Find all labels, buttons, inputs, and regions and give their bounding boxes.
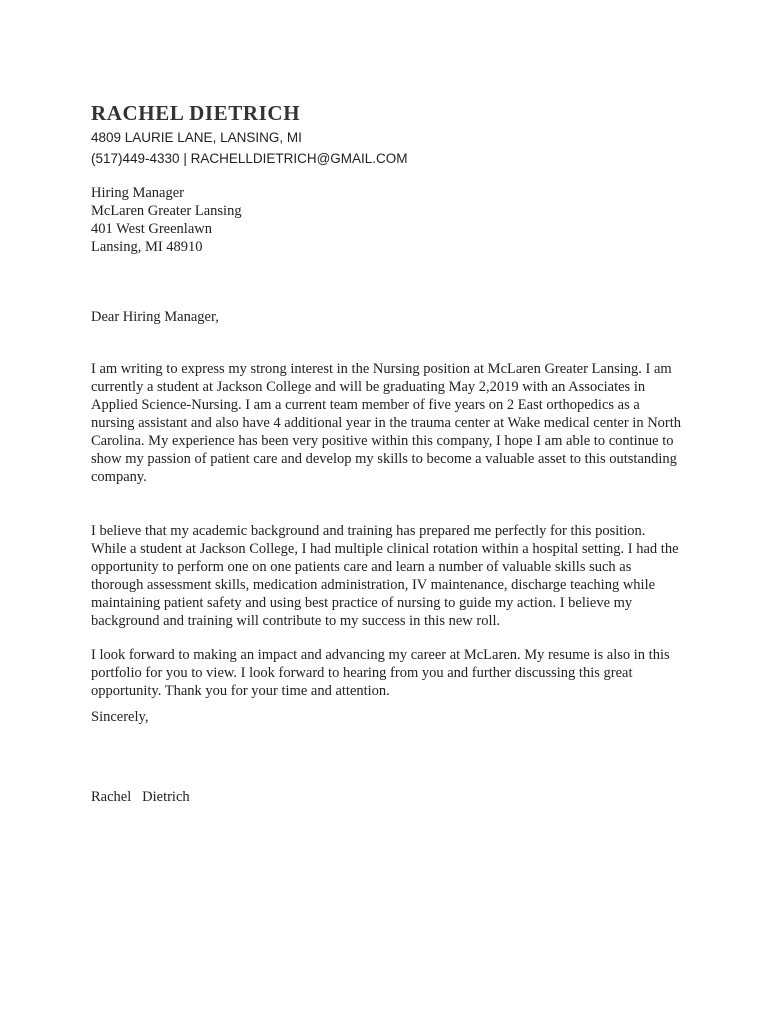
sender-address: 4809 LAURIE LANE, LANSING, MI xyxy=(91,130,302,145)
signature: Rachel Dietrich xyxy=(91,789,190,805)
recipient-organization: McLaren Greater Lansing xyxy=(91,203,242,219)
body-paragraph-2: I believe that my academic background and training has prepared me perfectly for this position. While a student at Jackson College, I had multiple clinical rotation within a hospital setting. I had the opportunity to perform one on one patients care and learn a number of valuable skills such as thorough assessment skills, medication administration, IV maintenance, discharge teaching while maintaining patient safety and using best practice of nursing to guide my action. I believe my background and training will contribute to my success in this new roll. xyxy=(91,523,679,629)
recipient-street: 401 West Greenlawn xyxy=(91,221,212,237)
recipient-city: Lansing, MI 48910 xyxy=(91,239,203,255)
cover-letter xyxy=(91,100,691,805)
body-paragraph-3: I look forward to making an impact and advancing my career at McLaren. My resume is also in this portfolio for you to view. I look forward to hearing from you and further discussing this great opportunity. Thank you for your time and attention. xyxy=(91,647,670,699)
recipient-title: Hiring Manager xyxy=(91,185,185,201)
salutation: Dear Hiring Manager, xyxy=(91,309,219,325)
body-paragraph-1: I am writing to express my strong interest in the Nursing position at McLaren Greater Lansing. I am currently a student at Jackson College and will be graduating May 2,2019 with an Associates in Applied Science-Nursing. I am a current team member of five years on 2 East orthopedics as a nursing assistant and also have 4 additional year in the trauma center at Wake medical center in North Carolina. My experience has been very positive within this company, I hope I am able to continue to show my passion of patient care and develop my skills to become a valuable asset to this outstanding company. xyxy=(91,361,682,485)
sender-phone-email: (517)449-4330 | RACHELLDIETRICH@GMAIL.COM xyxy=(91,151,408,166)
closing: Sincerely, xyxy=(91,709,149,725)
sender-name: RACHEL DIETRICH xyxy=(91,101,301,125)
recipient-block xyxy=(91,184,691,256)
